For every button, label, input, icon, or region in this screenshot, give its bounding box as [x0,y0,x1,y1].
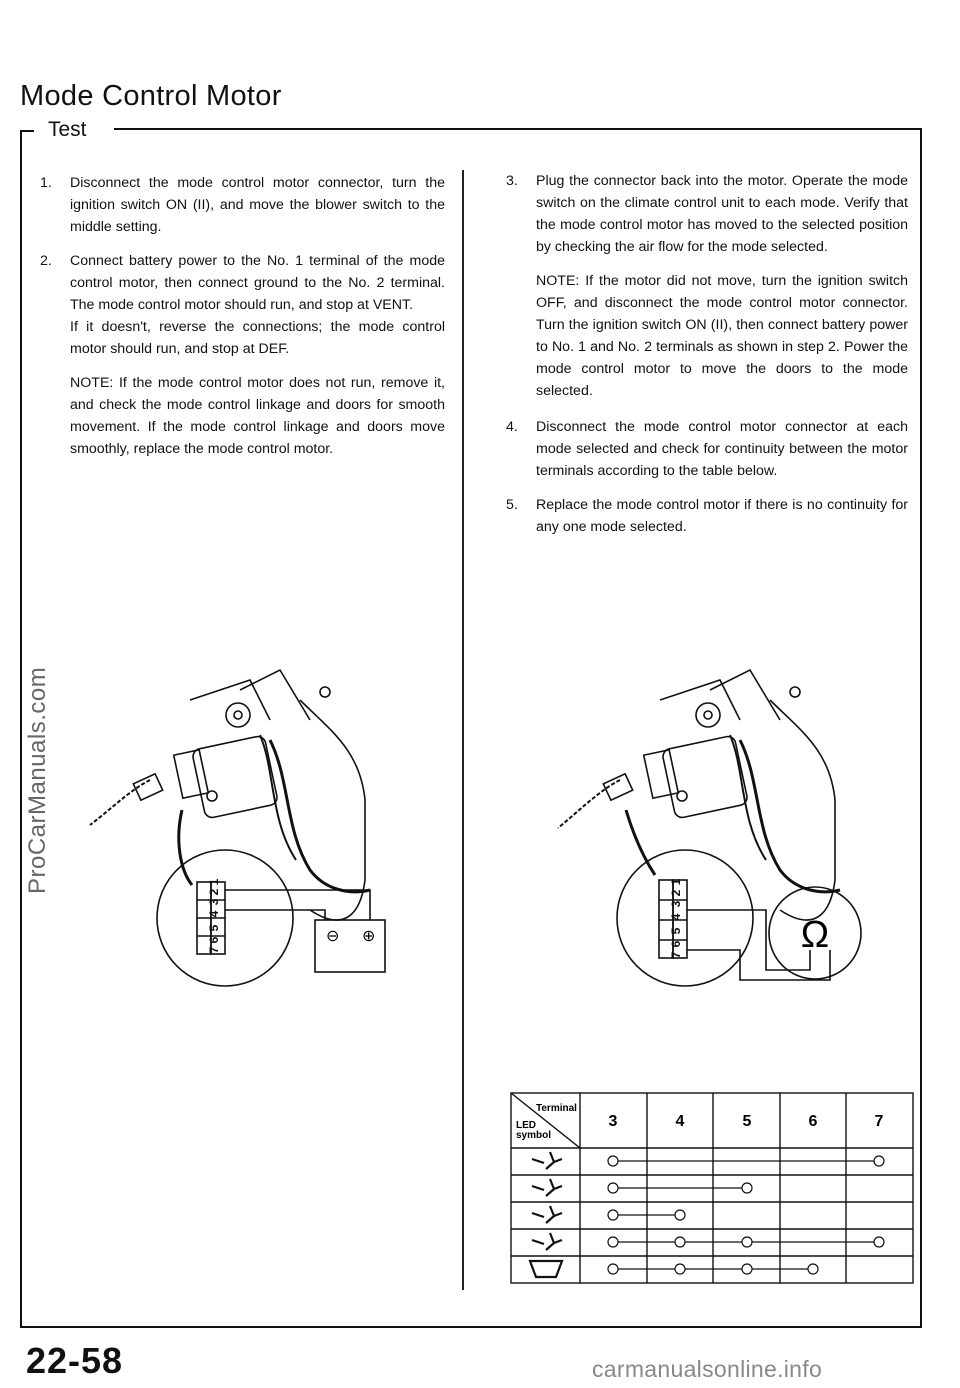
step-4 [506,416,908,482]
column-header-4: 4 [675,1113,685,1130]
minus-symbol: ⊖ [326,928,340,945]
continuity-node [742,1264,752,1274]
step-number: 1. [40,175,52,191]
battery-wire-neg [225,910,325,920]
pivot-circle [226,703,250,727]
column-header-6: 6 [808,1113,818,1130]
ohm-symbol: Ω [800,914,830,956]
step-text: Disconnect the mode control motor connector at each mode selected and check for continuity between the motor terminals according to the table below. [536,419,908,479]
terminal-label: 2 [669,889,683,897]
column-header-5: 5 [742,1113,752,1130]
column-header-3: 3 [608,1113,618,1130]
terminal-label: 1 [207,878,221,886]
terminal-label: 7 [207,946,221,954]
terminal-label: 2 [207,888,221,896]
continuity-node [608,1156,618,1166]
frame-line-top [114,128,922,130]
wire-lead [90,780,150,825]
watermark: ProCarManuals.com [24,666,51,894]
terminal-label: 7 [669,951,683,959]
note-left: NOTE: If the mode control motor does not run, remove it, and check the mode control linkage and doors for smooth movement. If the mode control linkage and doors move smoothly, replace the mode control motor. [70,375,445,457]
terminal-label: 4 [669,913,683,921]
step-number: 4. [506,419,518,435]
continuity-node [742,1237,752,1247]
continuity-node [608,1183,618,1193]
section-title: Test [48,118,87,141]
step-3 [506,170,908,258]
pointer-line [626,810,655,875]
header-symbol: symbol [516,1130,552,1141]
column-header-7: 7 [874,1113,884,1130]
header-terminal: Terminal [536,1103,577,1114]
defrost-led-icon [530,1261,562,1277]
motor-ohmmeter-diagram [530,660,890,1020]
step-number: 5. [506,497,518,513]
plus-symbol: ⊕ [362,928,376,945]
frame-line-bottom [20,1326,922,1328]
continuity-node [874,1156,884,1166]
terminal-label: 5 [207,924,221,932]
terminal-label: 3 [669,900,683,908]
terminal-label: 1 [669,878,683,886]
terminal-label: 4 [207,910,221,918]
page-number: 22-58 [26,1340,124,1381]
connector-callout-circle [617,850,753,986]
footer-site: carmanualsonline.info [592,1356,823,1382]
heat-led-icon [532,1206,562,1223]
pointer-line [179,810,192,885]
continuity-node [742,1183,752,1193]
header-led: LED [516,1120,536,1131]
column-divider [462,170,464,1290]
note-right: NOTE: If the motor did not move, turn the ignition switch OFF, and disconnect the mode control motor connector. Turn the ignition switch ON (II), then connect battery power to No. 1 and No. 2 terminals as shown in step 2. Power the mode control motor to move the doors to the mode selected. [536,273,908,399]
page-title: Mode Control Motor [20,80,282,112]
step-2 [40,250,445,360]
step-text: Plug the connector back into the motor. Operate the mode switch on the climate control unit to each mode. Verify that the mode control motor has moved to the selected position by checking the air flow for the mode selected. [536,173,908,255]
continuity-node [675,1210,685,1220]
continuity-node [874,1237,884,1247]
vent-led-icon [532,1152,562,1169]
step-text: Disconnect the mode control motor connector, turn the ignition switch ON (II), and move the blower switch to the middle setting. [70,175,445,235]
left-column [40,172,445,460]
continuity-node [608,1237,618,1247]
continuity-node [608,1264,618,1274]
motor-connector-socket [174,750,209,798]
continuity-node [808,1264,818,1274]
right-column [506,170,908,550]
step-text: Replace the mode control motor if there is no continuity for any one mode selected. [536,497,908,535]
battery-wire-pos [225,890,370,920]
terminal-label: 3 [207,898,221,906]
terminal-label: 5 [669,927,683,935]
step-number: 2. [40,253,52,269]
step-text-extra: If it doesn't, reverse the connections; the mode control motor should run, and stop at DEF. [70,319,445,357]
terminal-label: 6 [207,936,221,944]
step-1 [40,172,445,238]
continuity-node [608,1210,618,1220]
step-number: 3. [506,173,518,189]
continuity-node [675,1237,685,1247]
terminal-label: 6 [669,940,683,948]
step-5 [506,494,908,538]
step-text: Connect battery power to the No. 1 terminal of the mode control motor, then connect ground to the No. 2 terminal. The mode control motor should run, and stop at VENT. [70,253,445,313]
continuity-table [510,1092,915,1284]
bi-level-led-icon [532,1179,562,1196]
frame-tick [20,130,34,132]
heat-def-led-icon [532,1233,562,1250]
continuity-node [675,1264,685,1274]
frame-line-right [920,128,922,1328]
motor-battery-diagram [70,660,420,1010]
frame-line-left [20,130,22,1328]
